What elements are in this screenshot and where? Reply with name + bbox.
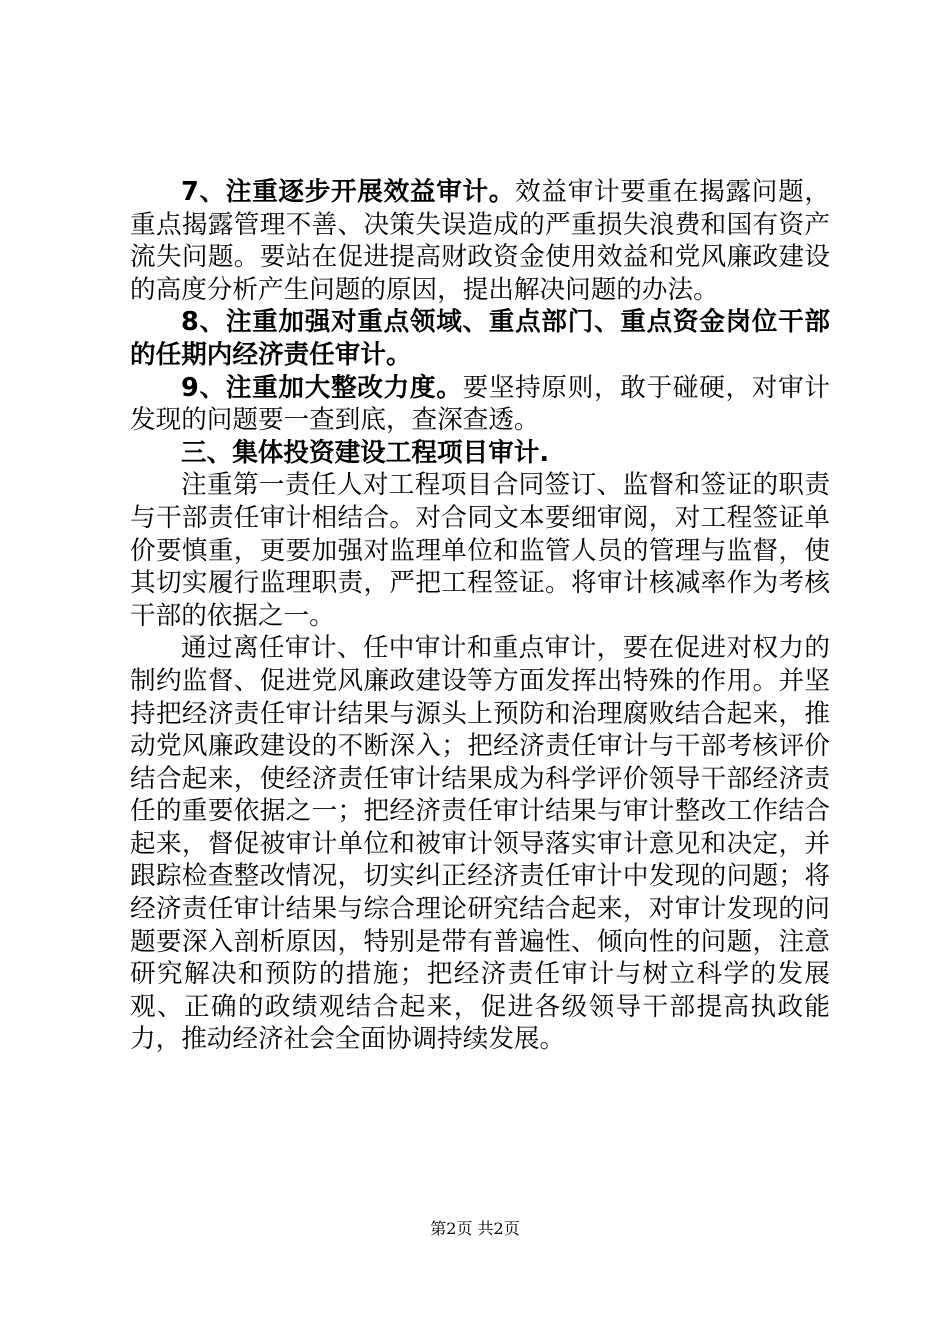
paragraph-8 — [130, 306, 830, 371]
document-body — [130, 176, 830, 1056]
paragraph-7-text: 效益审计要重在揭露问题，重点揭露管理不善、决策失误造成的严重损失浪费和国有资产流失问题。要站在促进提高财政资金使用效益和党风廉政建设的高度分析产生问题的原因，提出解决问题的办法。 — [130, 177, 830, 305]
section-3-text: 注重第一责任人对工程项目合同签订、监督和签证的职责与干部责任审计相结合。对合同文本要细审阅，对工程签证单价要慎重，更要加强对监理单位和监管人员的管理与监督，使其切实履行监理职责，严把工程签证。将审计核减率作为考核干部的依据之一。 — [130, 470, 830, 631]
paragraph-8-heading: 8、注重加强对重点领域、重点部门、重点资金岗位干部的任期内经济责任审计。 — [130, 307, 830, 370]
section-3-heading — [130, 437, 830, 470]
paragraph-7 — [130, 176, 830, 306]
conclusion-paragraph — [130, 632, 830, 1056]
paragraph-9 — [130, 372, 830, 437]
section-3-paragraph — [130, 469, 830, 632]
page-footer: 第2页 共2页 — [430, 1219, 520, 1238]
paragraph-7-heading: 7、注重逐步开展效益审计。 — [181, 177, 516, 207]
section-3-title: 三、集体投资建设工程项目审计. — [181, 437, 550, 468]
paragraph-9-heading: 9、注重加大整改力度。 — [181, 372, 463, 403]
paragraph-9-text: 要坚持原则，敢于碰硬，对审计发现的问题要一查到底，查深查透。 — [130, 372, 830, 436]
conclusion-text: 通过离任审计、任中审计和重点审计，要在促进对权力的制约监督、促进党风廉政建设等方面发挥出特殊的作用。并坚持把经济责任审计结果与源头上预防和治理腐败结合起来，推动党风廉政建设的不断深入；把经济责任审计与干部考核评价结合起来，使经济责任审计结果成为科学评价领导干部经济责任的重要依据之一；把经济责任审计结果与审计整改工作结合起来，督促被审计单位和被审计领导落实审计意见和决定，并跟踪检查整改情况，切实纠正经济责任审计中发现的问题；将经济责任审计结果与综合理论研究结合起来，对审计发现的问题要深入剖析原因，特别是带有普遍性、倾向性的问题，注意研究解决和预防的措施；把经济责任审计与树立科学的发展观、正确的政绩观结合起来，促进各级领导干部提高执政能力，推动经济社会全面协调持续发展。 — [130, 633, 830, 1055]
